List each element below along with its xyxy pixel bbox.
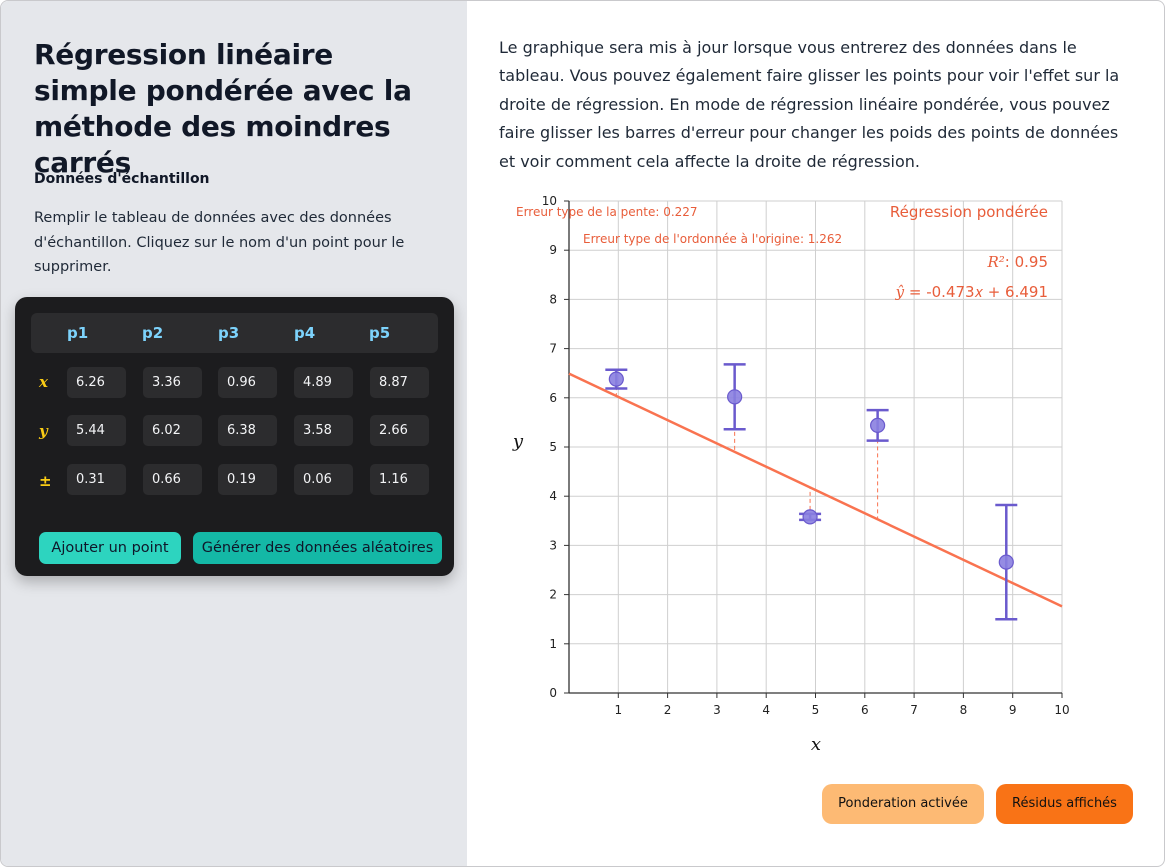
x-tick-label: 2 [663, 703, 672, 717]
y-axis-label: y [512, 431, 524, 452]
x-cell-p2[interactable]: 3.36 [143, 367, 202, 398]
equation-label: ŷ [895, 283, 905, 301]
r2-label: R² [987, 253, 1005, 271]
err-cell-p3[interactable]: 0.19 [218, 464, 277, 495]
x-tick-label: 6 [860, 703, 869, 717]
point-header-p3[interactable]: p3 [218, 324, 240, 342]
slope-error-label: Erreur type de la pente: 0.227 [516, 205, 698, 219]
add-point-button[interactable]: Ajouter un point [39, 532, 181, 564]
sample-data-heading: Données d'échantillon [34, 171, 210, 187]
page-title: Régression linéaire simple pondérée avec la méthode des moindres carrés [34, 38, 412, 179]
y-tick-label: 7 [549, 341, 557, 356]
y-cell-p3[interactable]: 6.38 [218, 415, 277, 446]
y-tick-label: 5 [549, 440, 557, 454]
row-label-x: x [39, 373, 48, 391]
err-cell-p4[interactable]: 0.06 [294, 464, 353, 495]
point-header-p1[interactable]: p1 [67, 324, 89, 342]
residuals-toggle-button[interactable]: Résidus affichés [996, 784, 1133, 824]
weighting-toggle-button[interactable]: Ponderation activée [822, 784, 984, 824]
point-header-p4[interactable]: p4 [294, 324, 316, 342]
r2-readout [986, 253, 1048, 271]
x-cell-p1[interactable]: 6.26 [67, 367, 126, 398]
data-point [999, 555, 1013, 569]
x-tick-label: 7 [910, 703, 918, 717]
x-cell-p4[interactable]: 4.89 [294, 367, 353, 398]
y-tick-label: 1 [549, 636, 557, 651]
data-point [803, 510, 817, 524]
equation-text: = -0.473𝑥 + 6.491 [904, 283, 1048, 301]
x-tick-label: 9 [1008, 703, 1017, 717]
x-tick-label: 3 [713, 703, 721, 717]
err-cell-p2[interactable]: 0.66 [143, 464, 202, 495]
residuals [616, 379, 1006, 580]
y-tick-label: 3 [549, 538, 557, 553]
r2-value: : 0.95 [1004, 253, 1048, 271]
point-header-p2[interactable]: p2 [142, 324, 164, 342]
y-cell-p4[interactable]: 3.58 [294, 415, 353, 446]
intercept-error-label: Erreur type de l'ordonnée à l'origine: 1.262 [583, 232, 843, 246]
x-cell-p5[interactable]: 8.87 [370, 367, 429, 398]
sample-data-description: Remplir le tableau de données avec des données d'échantillon. Cliquez sur le nom d'un point pour le supprimer. [34, 210, 405, 275]
y-tick-label: 8 [549, 292, 557, 307]
point-header-p5[interactable]: p5 [369, 324, 391, 342]
data-table-panel [15, 297, 454, 576]
x-tick-label: 1 [614, 703, 623, 717]
chart-title: Régression pondérée [889, 203, 1048, 221]
err-cell-p1[interactable]: 0.31 [67, 464, 126, 495]
grid [569, 201, 1062, 693]
instructions-text: Le graphique sera mis à jour lorsque vous entrerez des données dans le tableau. Vous pouvez également faire glisser les points pour voir l'effet sur la droite de régression. En mode de régression linéaire pondérée, vous pouvez faire glisser les barres d'erreur pour changer les poids des points de données et voir comment cela affecte la droite de régression. [499, 38, 1120, 171]
y-tick-label: 2 [549, 587, 557, 602]
x-axis-label: x [810, 734, 822, 755]
y-tick-label: 10 [541, 194, 557, 208]
table-header-row [31, 313, 438, 353]
data-point [609, 372, 623, 386]
data-point [871, 418, 885, 432]
y-tick-label: 4 [549, 489, 557, 504]
regression-equation [895, 283, 1048, 301]
axes [542, 194, 1070, 717]
y-cell-p1[interactable]: 5.44 [67, 415, 126, 446]
x-tick-label: 8 [959, 703, 968, 717]
x-tick-label: 10 [1054, 703, 1070, 717]
x-tick-label: 4 [762, 703, 771, 717]
y-cell-p2[interactable]: 6.02 [143, 415, 202, 446]
x-tick-label: 5 [811, 703, 820, 717]
regression-chart [501, 189, 1071, 759]
x-cell-p3[interactable]: 0.96 [218, 367, 277, 398]
y-tick-label: 9 [549, 243, 557, 258]
y-tick-label: 6 [549, 390, 557, 405]
data-point [728, 390, 742, 404]
err-cell-p5[interactable]: 1.16 [370, 464, 429, 495]
row-label-y: y [39, 422, 48, 440]
left-panel [1, 1, 467, 867]
y-tick-label: 0 [549, 686, 557, 700]
row-label-error: ± [39, 472, 52, 490]
y-cell-p5[interactable]: 2.66 [370, 415, 429, 446]
generate-random-data-button[interactable]: Générer des données aléatoires [193, 532, 442, 564]
